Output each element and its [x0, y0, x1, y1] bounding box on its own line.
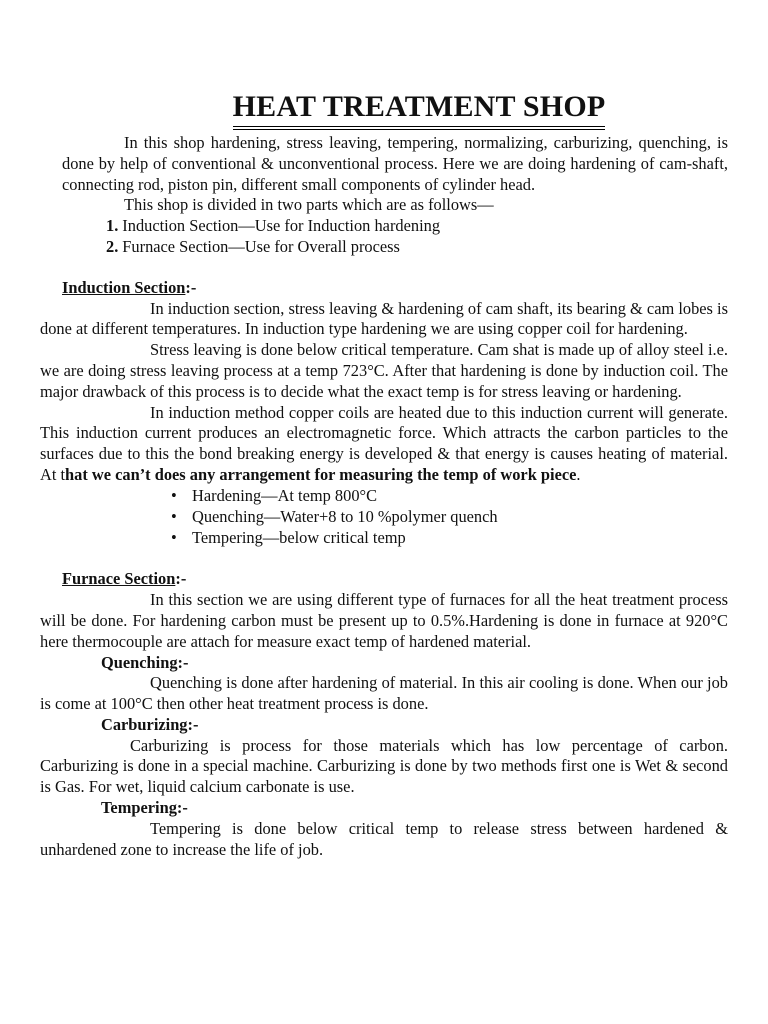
- bullet-item: • Quenching—Water+8 to 10 %polymer quench: [168, 507, 728, 528]
- furnace-heading-text: Furnace Section: [62, 569, 176, 589]
- list-number: 1.: [106, 216, 119, 236]
- furnace-section-heading: [40, 569, 728, 590]
- carburizing-paragraph: Carburizing is process for those materials which has low percentage of carbon. Carburizing is done in a special machine. Carburizing is done by two methods first one is Wet & second is Gas. For wet, liquid calcium carbonate is use.: [40, 735, 728, 797]
- furnace-heading-suffix: :-: [175, 569, 187, 589]
- tempering-paragraph: Tempering is done below critical temp to release stress between hardened & unhardened zone to increase the life of job.: [40, 818, 728, 859]
- induction-paragraph-3-end: .: [576, 464, 581, 484]
- numbered-list: [40, 216, 728, 258]
- title-block: [40, 88, 728, 130]
- bullet-item: • Tempering—below critical temp: [168, 528, 728, 549]
- list-item: [106, 216, 728, 237]
- page-title: HEAT TREATMENT SHOP: [233, 88, 606, 130]
- induction-section-heading: [40, 278, 728, 299]
- spacer: [40, 549, 728, 569]
- list-item-text: Induction Section—Use for Induction hardening: [122, 216, 441, 236]
- induction-heading-text: Induction Section: [62, 277, 186, 297]
- furnace-paragraph: In this section we are using different type of furnaces for all the heat treatment process will be done. For hardening carbon must be present up to 0.5%.Hardening is done in furnace at 920°C here thermocouple are attach for measure exact temp of hardened material.: [40, 590, 728, 651]
- induction-paragraph-3-text: In induction method copper coils are heated due to this induction current will generate. This induction current produces an electromagnetic force. Which attracts the carbon particles to the surfaces due to this the bond breaking energy is developed & that energy is causes heating of material. At t: [40, 402, 728, 484]
- quenching-heading: Quenching:-: [101, 652, 189, 672]
- spacer: [40, 258, 728, 278]
- tempering-heading: Tempering:-: [101, 798, 188, 818]
- carburizing-heading: Carburizing:-: [101, 714, 199, 734]
- induction-paragraph-3: [40, 403, 728, 486]
- intro-block: [40, 133, 728, 216]
- bullet-item: • Hardening—At temp 800°C: [168, 486, 728, 507]
- intro-divided-paragraph: This shop is divided in two parts which are as follows—: [124, 195, 494, 215]
- list-item: [106, 237, 728, 258]
- induction-paragraph-1: In induction section, stress leaving & hardening of cam shaft, its bearing & cam lobes is done at different temperatures. In induction type hardening we are using copper coil for hardening.: [40, 298, 728, 339]
- quenching-paragraph: Quenching is done after hardening of material. In this air cooling is done. When our job is come at 100°C then other heat treatment process is done.: [40, 673, 728, 714]
- induction-heading-suffix: :-: [185, 277, 197, 297]
- list-item-text: Furnace Section—Use for Overall process: [122, 236, 400, 256]
- induction-paragraph-3-bold: hat we can’t does any arrangement for measuring the temp of work piece: [65, 464, 577, 484]
- list-number: 2.: [106, 236, 119, 256]
- intro-paragraph: In this shop hardening, stress leaving, tempering, normalizing, carburizing, quenching, is done by help of conventional & unconventional process. Here we are doing hardening of cam-shaft, connecting rod, piston pin, different small components of cylinder head.: [62, 133, 728, 194]
- induction-paragraph-2: Stress leaving is done below critical temperature. Cam shat is made up of alloy steel i.e. we are doing stress leaving process at a temp 723°C. After that hardening is done by induction coil. The major drawback of this process is to decide what the exact temp is for stress leaving or hardening.: [40, 340, 728, 401]
- induction-bullet-list: [40, 486, 728, 550]
